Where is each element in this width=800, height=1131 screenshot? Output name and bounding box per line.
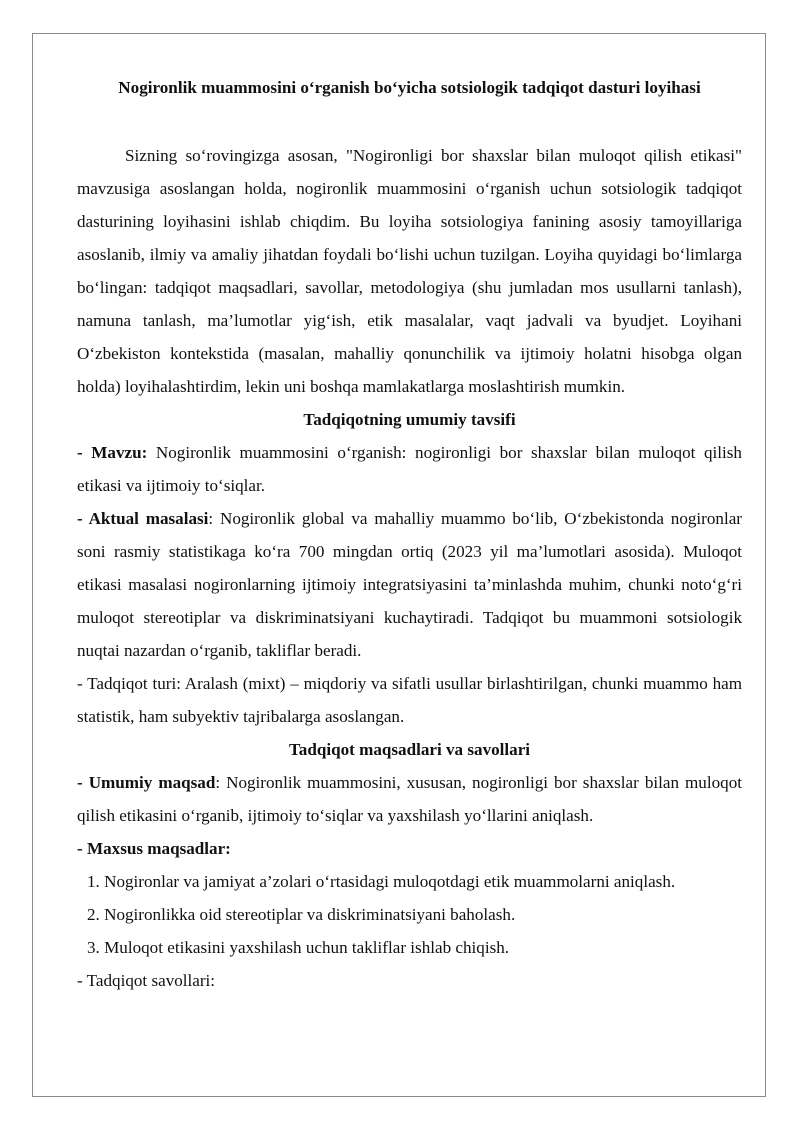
section-heading-goals: Tadqiqot maqsadlari va savollari bbox=[288, 740, 531, 759]
research-type-paragraph: - Tadqiqot turi: Aralash (mixt) – miqdoriy va sifatli usullar birlashtirilgan, chunki muammo ham statistik, ham subyektiv tajribalarga asoslangan. bbox=[77, 674, 742, 726]
general-goal-label: - Umumiy maqsad bbox=[77, 773, 216, 792]
intro-paragraph: Sizning so‘rovingizga asosan, "Nogironligi bor shaxslar bilan muloqot qilish etikasi" mavzusiga asoslangan holda, nogironlik muammosini o‘rganish uchun sotsiologik tadqiqot dasturining loyihasini ishlab chiqdim. Bu loyiha sotsiologiya fanining asosiy tamoyillariga asoslanib, ilmiy va amaliy jihatdan foydali bo‘lishi uchun tuzilgan. Loyiha quyidagi bo‘limlarga bo‘lingan: tadqiqot maqsadlari, savollar, metodologiya (shu jumladan mos usullarni tanlash), namuna tanlash, ma’lumotlar yig‘ish, etik masalalar, vaqt jadvali va byudjet. Loyihani O‘zbekiston kontekstida (masalan, mahalliy qonunchilik va ijtimoiy holatni hisobga olgan holda) loyihalashtirdim, lekin uni boshqa mamlakatlarga moslashtirish mumkin. bbox=[77, 146, 742, 396]
topic-paragraph bbox=[77, 436, 742, 502]
specific-goals-label: - Maxsus maqsadlar: bbox=[77, 839, 231, 858]
document-title: Nogironlik muammosini o‘rganish bo‘yicha sotsiologik tadqiqot dasturi loyihasi bbox=[118, 78, 701, 97]
general-goal-paragraph bbox=[77, 766, 742, 832]
general-goal-text: : Nogironlik muammosini, xususan, nogironligi bor shaxslar bilan muloqot qilish etikasini o‘rganib, ijtimoiy to‘siqlar va yaxshilash yo‘llarini aniqlash. bbox=[77, 773, 742, 825]
relevance-paragraph bbox=[77, 502, 742, 667]
relevance-label: - Aktual masalasi bbox=[77, 509, 209, 528]
relevance-text: : Nogironlik global va mahalliy muammo bo‘lib, O‘zbekistonda nogironlar soni rasmiy statistikaga ko‘ra 700 mingdan ortiq (2023 yil ma’lumotlari asosida). Muloqot etikasi masalasi nogironlarning ijtimoiy integratsiyasini ta’minlashda muhim, chunki noto‘g‘ri muloqot stereotiplar va diskriminatsiyani kuchaytiradi. Tadqiqot bu muammoni sotsiologik nuqtai nazardan o‘rganib, takliflar beradi. bbox=[77, 509, 742, 660]
topic-text: Nogironlik muammosini o‘rganish: nogironligi bor shaxslar bilan muloqot qilish etikasi va ijtimoiy to‘siqlar. bbox=[77, 443, 742, 495]
research-questions-label: - Tadqiqot savollari: bbox=[77, 971, 216, 990]
list-item: 3. Muloqot etikasini yaxshilash uchun takliflar ishlab chiqish. bbox=[87, 938, 510, 957]
list-item: 2. Nogironlikka oid stereotiplar va diskriminatsiyani baholash. bbox=[87, 905, 516, 924]
section-heading-overview: Tadqiqotning umumiy tavsifi bbox=[303, 410, 516, 429]
topic-label: - Mavzu: bbox=[77, 443, 148, 462]
document-body bbox=[77, 73, 742, 997]
list-item: 1. Nogironlar va jamiyat a’zolari o‘rtasidagi muloqotdagi etik muammolarni aniqlash. bbox=[87, 872, 676, 891]
